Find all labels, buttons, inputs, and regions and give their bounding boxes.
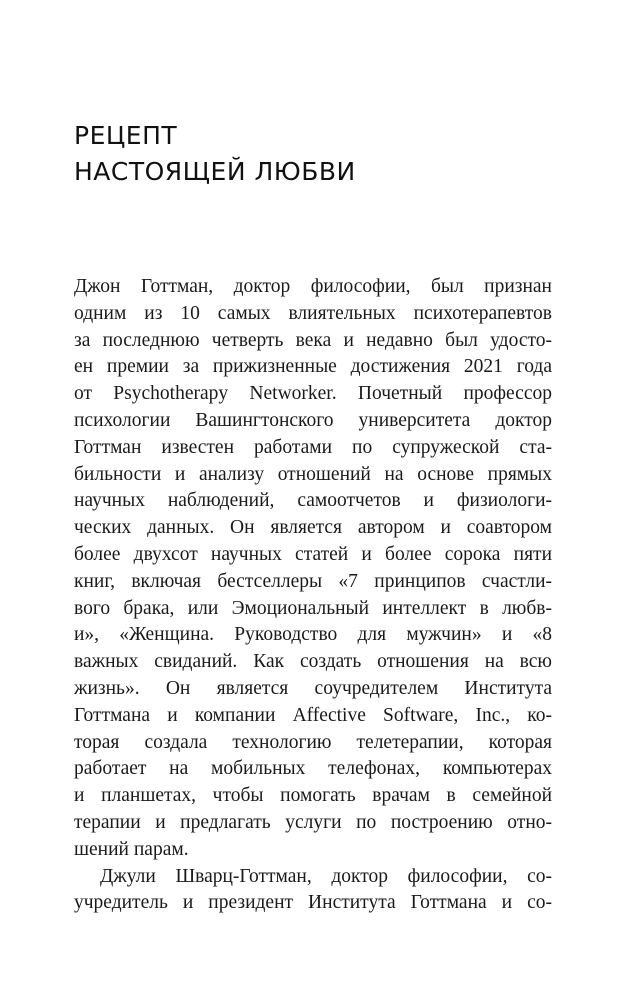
text-line: шений парам. (74, 838, 189, 860)
text-line: Джули Шварц-Готтман, доктор философии, со- (100, 865, 552, 887)
book-page (74, 118, 552, 917)
text-line: психологии Вашингтонского университета доктор (74, 409, 552, 431)
text-line: учредитель и президент Института Готтмана и со- (74, 892, 552, 914)
text-line: более двухсот научных статей и более сорока пяти (74, 543, 552, 565)
text-line: работает на мобильных телефонах, компьютерах (74, 758, 552, 780)
text-line: Готтмана и компании Affective Software, Inc., ко- (74, 704, 552, 726)
text-line: жизнь». Он является соучредителем Института (74, 677, 552, 699)
paragraph-julie-gottman (74, 864, 552, 918)
text-line: ен премии за прижизненные достижения 2021 года (74, 356, 552, 378)
text-line: научных наблюдений, самоотчетов и физиологи- (74, 490, 552, 512)
text-line: от Psychotherapy Networker. Почетный профессор (74, 383, 552, 405)
text-line: Джон Готтман, доктор философии, был признан (74, 276, 552, 297)
text-line: книг, включая бестселлеры «7 принципов счастли- (74, 570, 552, 592)
text-line: за последнюю четверть века и недавно был удосто- (74, 329, 552, 351)
text-line: одним из 10 самых влиятельных психотерапевтов (74, 302, 552, 324)
paragraph-john-gottman (74, 274, 552, 864)
body-text (74, 274, 552, 917)
chapter-title-line: НАСТОЯЩЕЙ ЛЮБВИ (74, 157, 356, 186)
text-line: ческих данных. Он является автором и соавтором (74, 517, 552, 539)
text-line: Готтман известен работами по супружеской ста- (74, 436, 552, 458)
text-line: и», «Женщина. Руководство для мужчин» и «8 (74, 624, 552, 646)
text-line: и планшетах, чтобы помогать врачам в семейной (74, 785, 552, 807)
text-line: вого брака, или Эмоциональный интеллект в любв- (74, 597, 552, 619)
text-line: торая создала технологию телетерапии, которая (74, 731, 552, 753)
text-line: важных свиданий. Как создать отношения на всю (74, 651, 552, 673)
text-line: бильности и анализу отношений на основе прямых (74, 463, 552, 485)
text-line: терапии и предлагать услуги по построению отно- (74, 811, 552, 833)
chapter-title (74, 118, 552, 190)
chapter-title-line: РЕЦЕПТ (74, 121, 178, 150)
